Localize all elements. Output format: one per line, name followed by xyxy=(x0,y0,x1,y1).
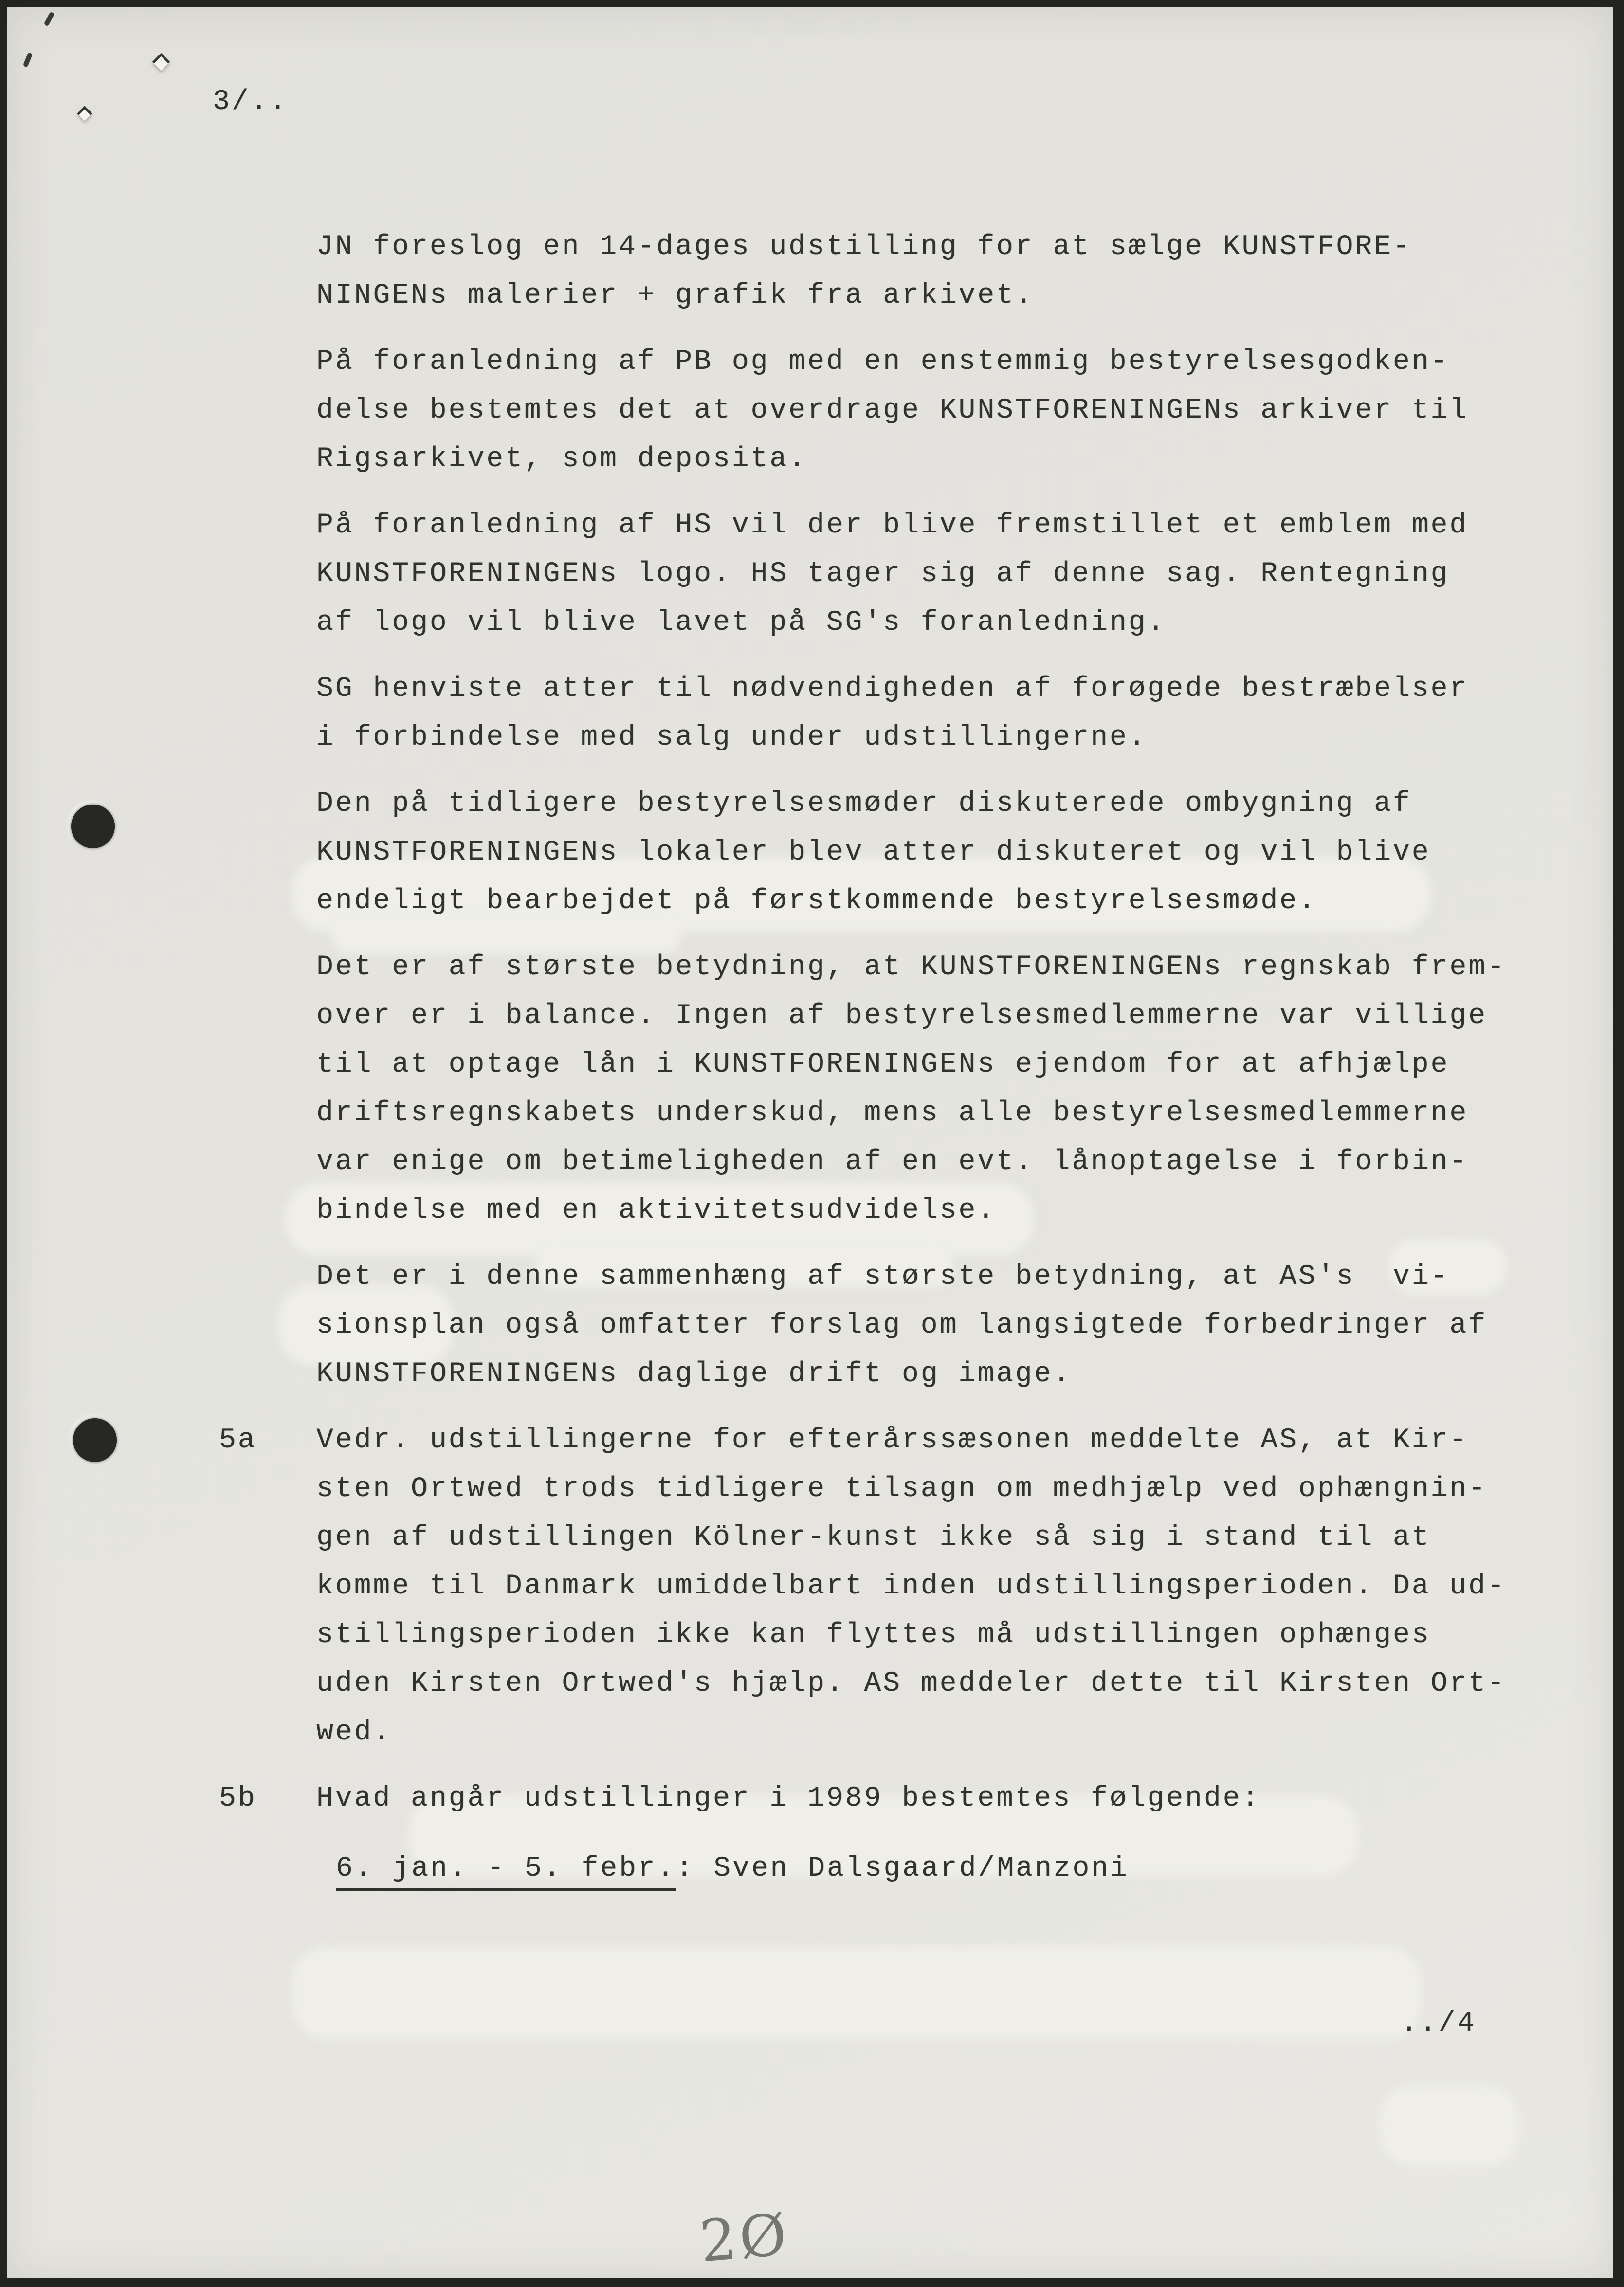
text-line: På foranledning af PB og med en enstemmig bestyrelsesgodken- xyxy=(316,346,1450,378)
hole-punch-icon xyxy=(73,1418,117,1462)
paragraph xyxy=(316,338,1543,484)
paragraph xyxy=(316,501,1543,647)
text-line: over er i balance. Ingen af bestyrelsesmedlemmerne var villige xyxy=(316,1000,1487,1032)
text-line: Det er i denne sammenhæng af største betydning, at AS's vi- xyxy=(316,1261,1450,1293)
text-line: sten Ortwed trods tidligere tilsagn om medhjælp ved ophængnin- xyxy=(316,1473,1487,1505)
text-line: KUNSTFORENINGENs daglige drift og image. xyxy=(316,1358,1072,1390)
paragraph xyxy=(316,665,1543,762)
text-line: Hvad angår udstillinger i 1989 bestemtes følgende: xyxy=(316,1783,1261,1814)
text-line: wed. xyxy=(316,1717,392,1748)
text-line: i forbindelse med salg under udstillingerne. xyxy=(316,722,1148,753)
text-line: bindelse med en aktivitetsudvidelse. xyxy=(316,1195,997,1226)
text-line: sionsplan også omfatter forslag om langsigtede forbedringer af xyxy=(316,1310,1487,1341)
paragraph xyxy=(316,943,1543,1235)
text-line: JN foreslog en 14-dages udstilling for at sælge KUNSTFORE- xyxy=(316,231,1412,263)
exhibition-date-range: 6. jan. - 5. febr. xyxy=(336,1853,676,1891)
text-line: uden Kirsten Ortwed's hjælp. AS meddeler dette til Kirsten Ort- xyxy=(316,1668,1506,1700)
handwritten-page-number: 2Ø xyxy=(697,2200,792,2275)
text-line: Det er af største betydning, at KUNSTFORENINGENs regnskab frem- xyxy=(316,951,1506,983)
paragraph xyxy=(316,780,1543,926)
text-line: Vedr. udstillingerne for efterårssæsonen meddelte AS, at Kir- xyxy=(316,1425,1469,1456)
pagination-next-page: ../4 xyxy=(1401,2008,1477,2039)
typed-body xyxy=(219,223,1543,1893)
text-line: af logo vil blive lavet på SG's foranledning. xyxy=(316,607,1167,639)
text-line: KUNSTFORENINGENs lokaler blev atter diskuteret og vil blive xyxy=(316,837,1431,868)
paragraphs xyxy=(219,223,1543,1823)
page-number-header: 3/.. xyxy=(213,86,289,118)
text-line: NINGENs malerier + grafik fra arkivet. xyxy=(316,280,1034,311)
exhibition-artists: : Sven Dalsgaard/Manzoni xyxy=(675,1853,1129,1884)
whiteout-patch xyxy=(1380,2086,1518,2166)
text-line: til at optage lån i KUNSTFORENINGENs ejendom for at afhjælpe xyxy=(316,1049,1450,1080)
whiteout-patch xyxy=(292,1947,1421,2039)
text-line: var enige om betimeligheden af en evt. lånoptagelse i forbin- xyxy=(316,1146,1469,1178)
hole-punch-icon xyxy=(71,805,115,848)
text-line: KUNSTFORENINGENs logo. HS tager sig af denne sag. Rentegning xyxy=(316,558,1450,590)
exhibition-schedule-line xyxy=(316,1845,1543,1893)
section-label: 5a xyxy=(219,1425,257,1456)
text-line: gen af udstillingen Kölner-kunst ikke så sig i stand til at xyxy=(316,1522,1431,1554)
text-line: delse bestemtes det at overdrage KUNSTFORENINGENs arkiver til xyxy=(316,395,1469,426)
paragraph xyxy=(316,223,1543,320)
text-line: Den på tidligere bestyrelsesmøder diskuterede ombygning af xyxy=(316,788,1412,820)
text-line: stillingsperioden ikke kan flyttes må udstillingen ophænges xyxy=(316,1619,1431,1651)
text-line: På foranledning af HS vil der blive fremstillet et emblem med xyxy=(316,510,1469,541)
text-line: Rigsarkivet, som deposita. xyxy=(316,443,807,475)
text-line: SG henviste atter til nødvendigheden af forøgede bestræbelser xyxy=(316,673,1469,705)
text-line: komme til Danmark umiddelbart inden udstillingsperioden. Da ud- xyxy=(316,1571,1506,1602)
paragraph xyxy=(219,1416,1543,1757)
text-line: driftsregnskabets underskud, mens alle bestyrelsesmedlemmerne xyxy=(316,1098,1469,1129)
paragraph xyxy=(316,1253,1543,1399)
text-line: endeligt bearbejdet på førstkommende bestyrelsesmøde. xyxy=(316,885,1317,917)
section-label: 5b xyxy=(219,1783,257,1814)
paragraph xyxy=(219,1775,1543,1823)
